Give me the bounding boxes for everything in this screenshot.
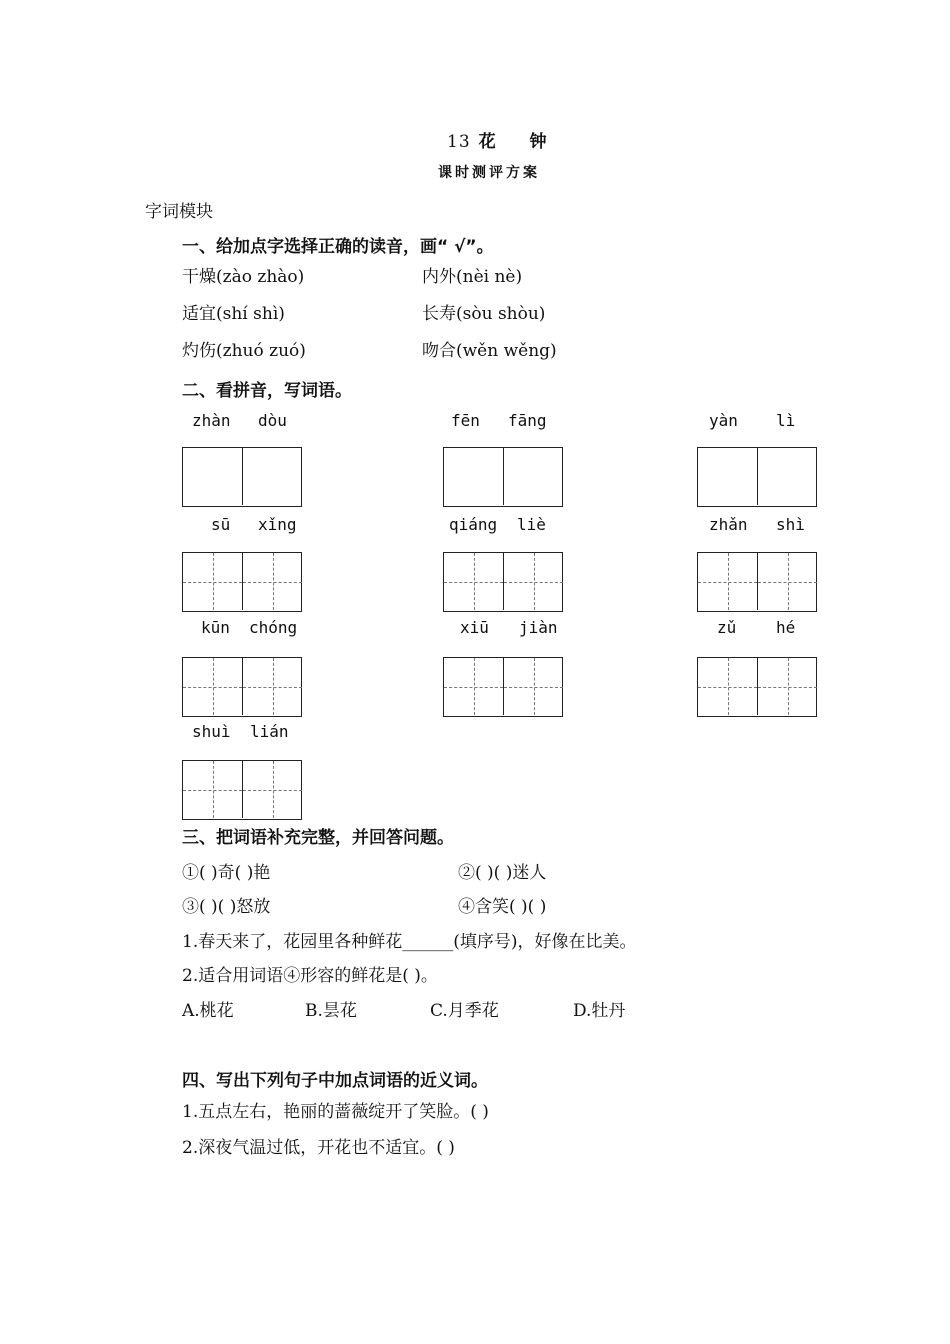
writing-box[interactable] (443, 552, 563, 612)
pinyin: yàn (709, 411, 738, 430)
writing-box[interactable] (182, 760, 302, 820)
writing-box[interactable] (182, 552, 302, 612)
fill-blank: ③( )( )怒放 (182, 897, 271, 917)
q1-item: 干燥(zào zhào) (182, 267, 305, 287)
writing-box[interactable] (697, 657, 817, 717)
pinyin: xiū (460, 618, 489, 637)
writing-box[interactable] (697, 552, 817, 612)
option: C.月季花 (430, 1001, 499, 1021)
fill-blank: ①( )奇( )艳 (182, 863, 271, 883)
writing-box[interactable] (443, 447, 563, 507)
option: A.桃花 (182, 1001, 234, 1021)
pinyin: fāng (508, 411, 547, 430)
q1-item: 吻合(wěn wěng) (422, 341, 557, 361)
q3-question-1: 1.春天来了，花园里各种鲜花______(填序号)，好像在比美。 (182, 932, 637, 952)
pinyin: liè (517, 515, 546, 534)
q1-item: 长寿(sòu shòu) (422, 304, 546, 324)
q1-heading: 一、给加点字选择正确的读音，画“ √”。 (182, 237, 494, 257)
writing-box[interactable] (443, 657, 563, 717)
q3-heading: 三、把词语补充完整，并回答问题。 (182, 828, 454, 848)
option: B.昙花 (305, 1001, 357, 1021)
q4-item: 2.深夜气温过低，开花也不适宜。( ) (182, 1138, 455, 1158)
pinyin: qiáng (449, 515, 498, 534)
q4-heading: 四、写出下列句子中加点词语的近义词。 (182, 1071, 488, 1091)
pinyin: sū (211, 515, 231, 534)
q1-item: 适宜(shí shì) (182, 304, 285, 324)
pinyin: dòu (258, 411, 287, 430)
q2-heading: 二、看拼音，写词语。 (182, 381, 352, 401)
fill-blank: ②( )( )迷人 (458, 863, 547, 883)
pinyin: lián (250, 722, 289, 741)
writing-box[interactable] (182, 447, 302, 507)
option: D.牡丹 (573, 1001, 626, 1021)
pinyin: kūn (201, 618, 230, 637)
pinyin: zǔ (717, 618, 737, 637)
pinyin: fēn (451, 411, 480, 430)
page-subtitle: 课时测评方案 (438, 165, 540, 181)
q1-item: 灼伤(zhuó zuó) (182, 341, 306, 361)
q1-item: 内外(nèi nè) (422, 267, 523, 287)
writing-box[interactable] (697, 447, 817, 507)
pinyin: xǐng (258, 515, 297, 534)
fill-blank: ④含笑( )( ) (458, 897, 547, 917)
lesson-title: 花 钟 (478, 132, 561, 152)
module-heading: 字词模块 (145, 202, 213, 222)
pinyin: chóng (249, 618, 298, 637)
q3-question-2: 2.适合用词语④形容的鲜花是( )。 (182, 966, 438, 986)
pinyin: hé (776, 618, 796, 637)
pinyin: shì (776, 515, 805, 534)
page-title (447, 127, 561, 152)
lesson-number: 13 (447, 132, 471, 152)
pinyin: lì (776, 411, 796, 430)
pinyin: zhǎn (709, 515, 748, 534)
pinyin: jiàn (519, 618, 558, 637)
pinyin: zhàn (192, 411, 231, 430)
pinyin: shuì (192, 722, 231, 741)
writing-box[interactable] (182, 657, 302, 717)
q4-item: 1.五点左右，艳丽的蔷薇绽开了笑脸。( ) (182, 1102, 489, 1122)
